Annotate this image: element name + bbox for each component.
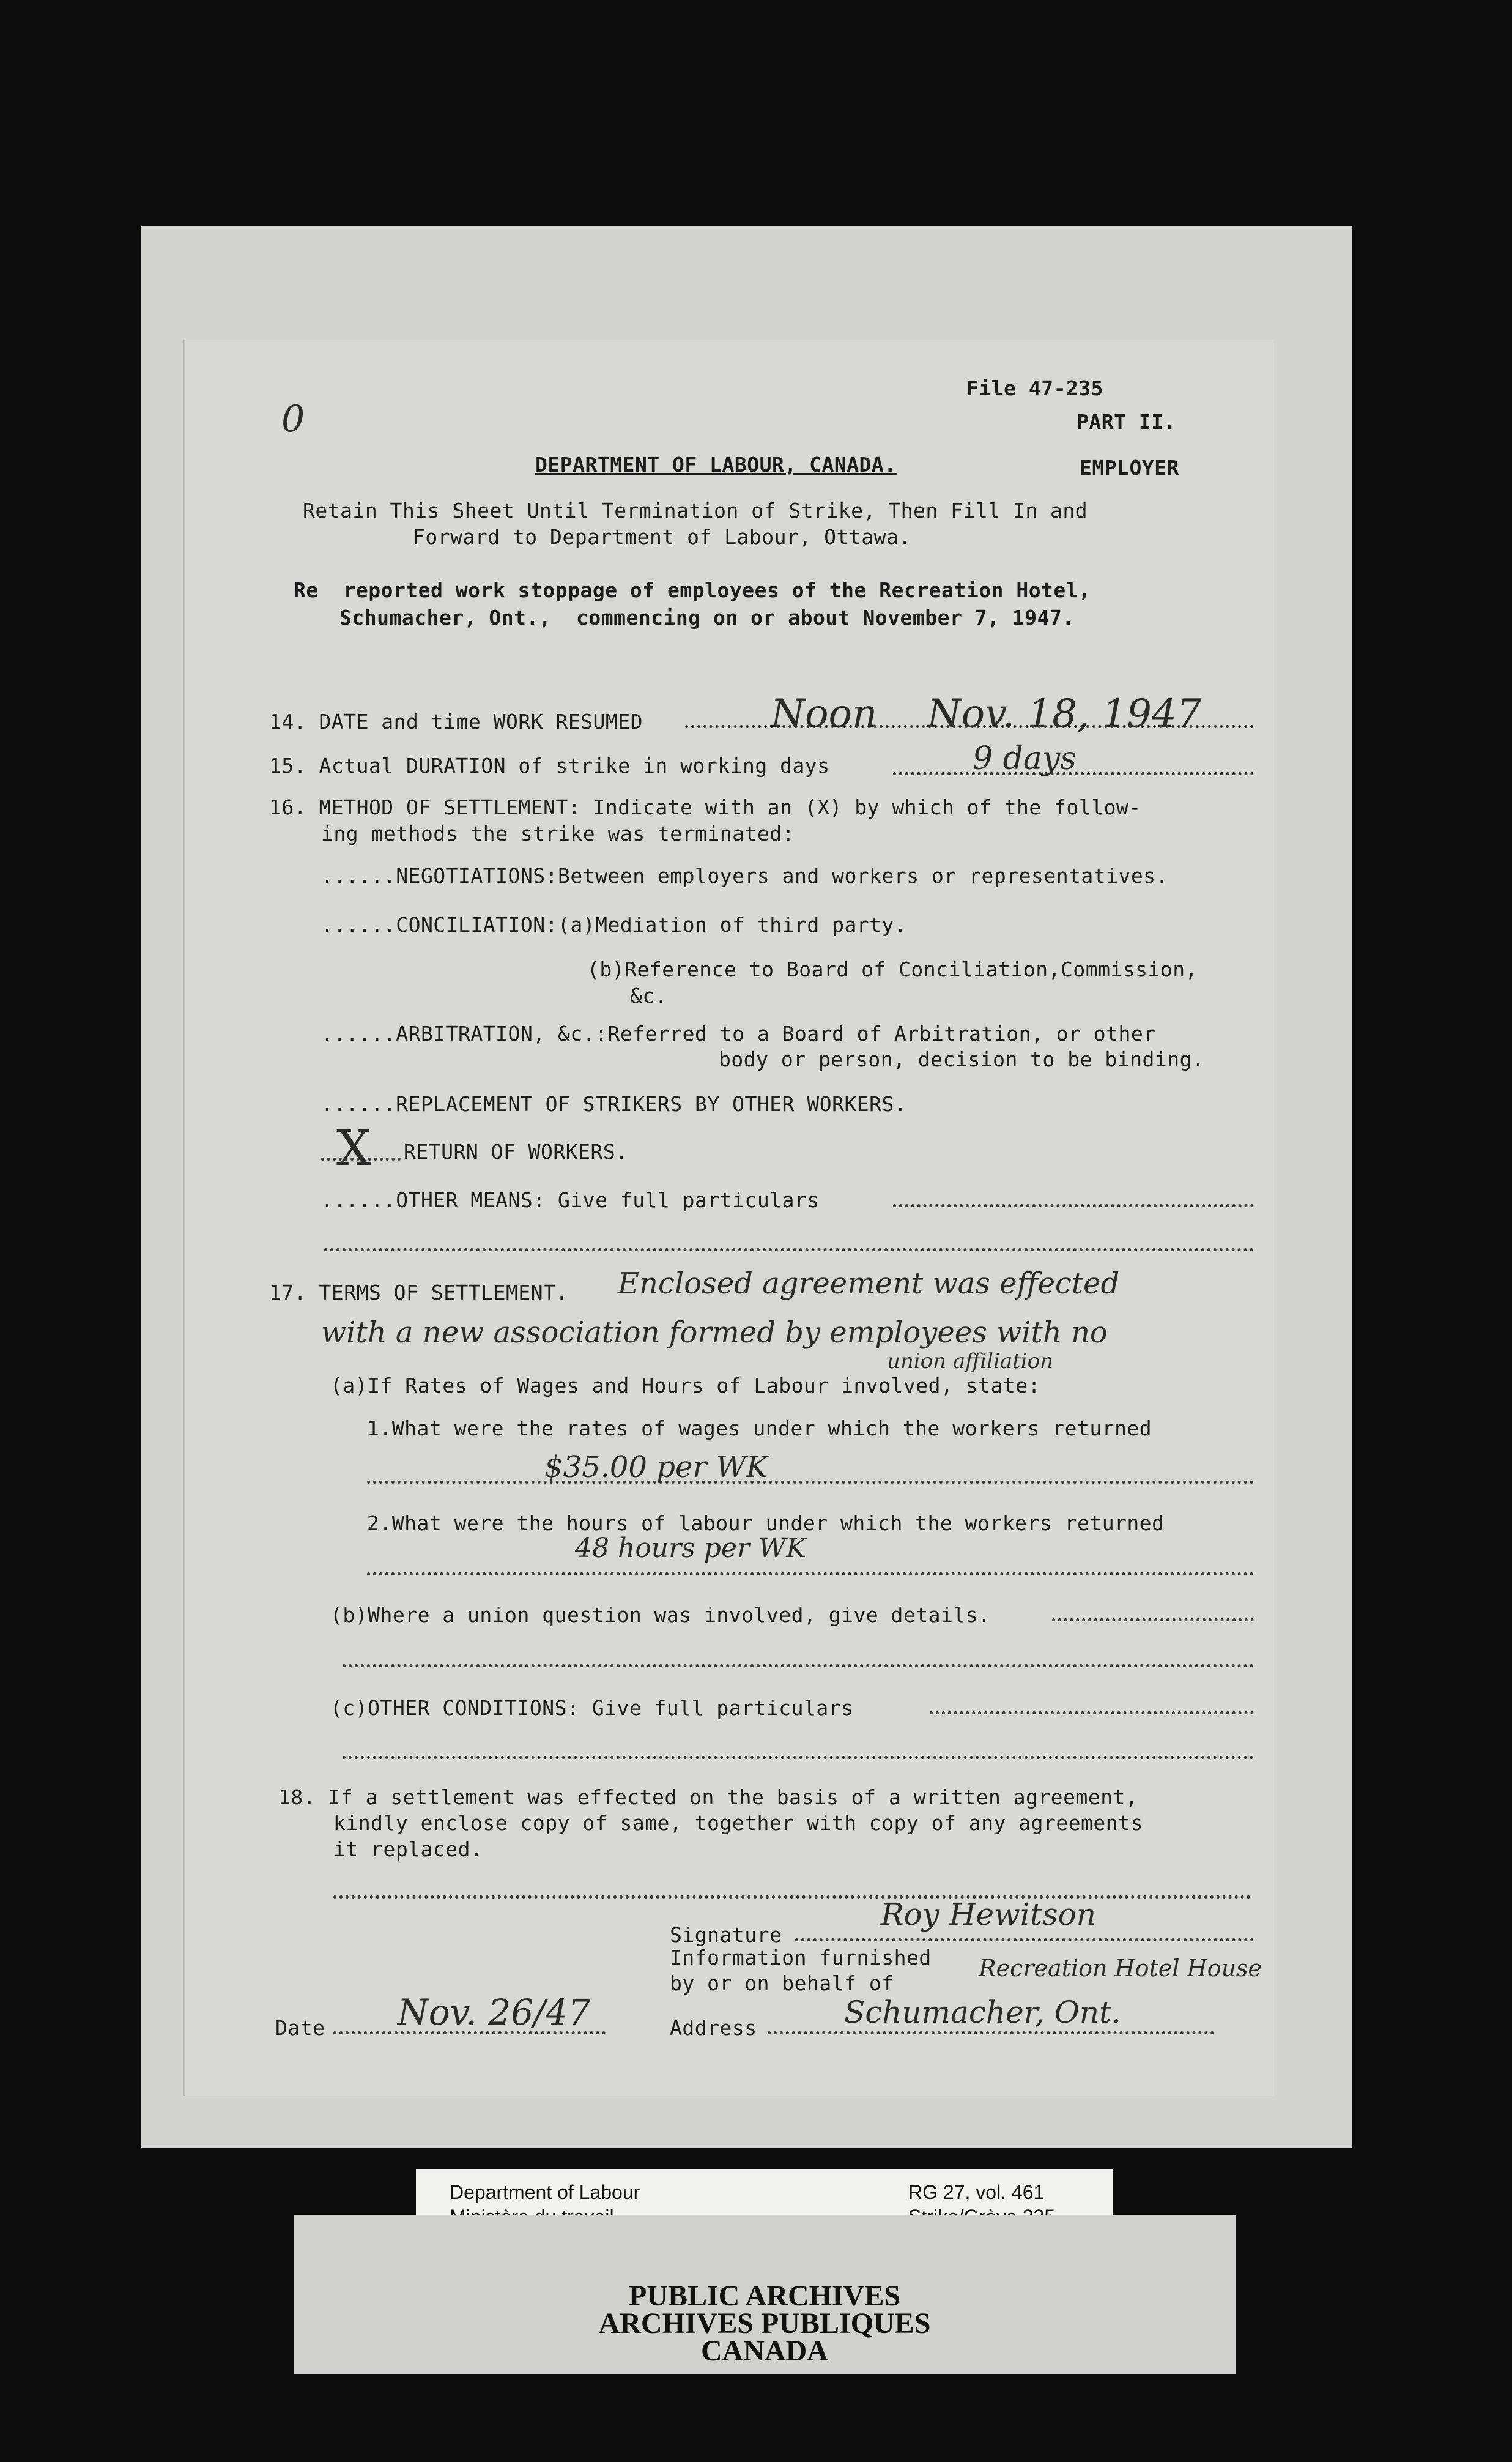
signature-value: Roy Hewitson [881,1897,1096,1932]
q17-answer-line-1: Enclosed agreement was effected [618,1266,1120,1301]
rg-reference: RG 27, vol. 461 [908,2181,1045,2203]
other-means-option: ......OTHER MEANS: Give full particulars [321,1188,820,1212]
part-number: PART II. [1077,410,1176,434]
signature-dotted-line [795,1938,1254,1941]
address-value: Schumacher, Ont. [844,1995,1122,2030]
arbitration-option-1: ......ARBITRATION, &c.:Referred to a Board of Arbitration, or other [321,1022,1156,1046]
file-number: File 47-235 [966,376,1104,400]
q18-line-1: 18. If a settlement was effected on the basis of a written agreement, [278,1785,1138,1809]
return-check-mark: X [336,1120,371,1177]
q16-label-2: ing methods the strike was terminated: [321,822,795,846]
arbitration-option-2: body or person, decision to be binding. [719,1047,1205,1071]
reference-option-1: (b)Reference to Board of Conciliation,Commission, [587,958,1198,981]
instruction-line-2: Forward to Department of Labour, Ottawa. [413,525,911,549]
q17a-label: (a)If Rates of Wages and Hours of Labour involved, state: [330,1374,1040,1397]
q14-label: 14. DATE and time WORK RESUMED [269,710,643,734]
stamp-line-2: ARCHIVES PUBLIQUES [598,2307,931,2340]
q17a2-label: 2.What were the hours of labour under which the workers returned [367,1511,1165,1535]
q17a2-answer: 48 hours per WK [575,1533,807,1564]
q17-label: 17. TERMS OF SETTLEMENT. [269,1281,568,1304]
other-means-dotted-line-2 [324,1248,1254,1251]
q17a1-label: 1.What were the rates of wages under which the workers returned [367,1416,1152,1440]
information-label-1: Information furnished [670,1946,932,1969]
stamp-line-3: CANADA [701,2335,828,2367]
subject-line-2: Schumacher, Ont., commencing on or about November 7, 1947. [339,606,1075,630]
q17a1-dotted-line [367,1481,1254,1484]
q14-answer: Noon Nov. 18, 1947 [771,691,1202,737]
information-label-2: by or on behalf of [670,1971,894,1995]
negotiations-option: ......NEGOTIATIONS:Between employers and workers or representatives. [321,864,1169,888]
q17-answer-line-3: union affiliation [887,1349,1053,1374]
q14-dotted-line [685,725,1254,728]
instruction-line-1: Retain This Sheet Until Termination of Strike, Then Fill In and [303,499,1088,523]
margin-mark: 0 [281,398,305,441]
behalf-value: Recreation Hotel House [979,1955,1262,1982]
address-dotted-line [768,2031,1214,2034]
q17a2-dotted-line [367,1572,1254,1575]
replacement-option: ......REPLACEMENT OF STRIKERS BY OTHER WORKERS. [321,1092,907,1116]
q15-answer: 9 days [973,740,1077,777]
q17c-label: (c)OTHER CONDITIONS: Give full particulars [330,1696,854,1720]
date-label: Date [275,2016,325,2040]
dept-en: Department of Labour [450,2181,640,2203]
q17b-dotted-line [1052,1618,1254,1621]
q18-dotted-line [333,1895,1251,1899]
address-label: Address [670,2016,757,2040]
subject-line-1: Re reported work stoppage of employees of the Recreation Hotel, [294,578,1091,602]
reference-option-2: &c. [630,984,668,1008]
q16-label-1: 16. METHOD OF SETTLEMENT: Indicate with an (X) by which of the follow- [269,795,1141,819]
q17b-dotted-line-2 [343,1664,1254,1667]
q18-line-2: kindly enclose copy of same, together with copy of any agreements [333,1811,1143,1835]
q17a1-answer: $35.00 per WK [544,1450,768,1484]
return-option: RETURN OF WORKERS. [404,1140,628,1164]
department-title: DEPARTMENT OF LABOUR, CANADA. [535,453,897,477]
public-archives-stamp [294,2215,1236,2374]
stamp-line-1: PUBLIC ARCHIVES [628,2280,901,2312]
q17c-dotted-line-2 [343,1756,1254,1759]
q17c-dotted-line [930,1711,1254,1714]
conciliation-option: ......CONCILIATION:(a)Mediation of third party. [321,913,907,937]
q18-line-3: it replaced. [333,1837,483,1861]
employer-label: EMPLOYER [1080,456,1179,480]
q15-dotted-line [893,772,1254,775]
q17-answer-line-2: with a new association formed by employees with no [321,1315,1108,1350]
q17b-label: (b)Where a union question was involved, give details. [330,1603,991,1627]
other-means-dotted-line [893,1204,1254,1207]
signature-label: Signature [670,1923,782,1947]
date-value: Nov. 26/47 [398,1992,591,2033]
date-dotted-line [333,2031,606,2034]
q15-label: 15. Actual DURATION of strike in working days [269,754,830,778]
